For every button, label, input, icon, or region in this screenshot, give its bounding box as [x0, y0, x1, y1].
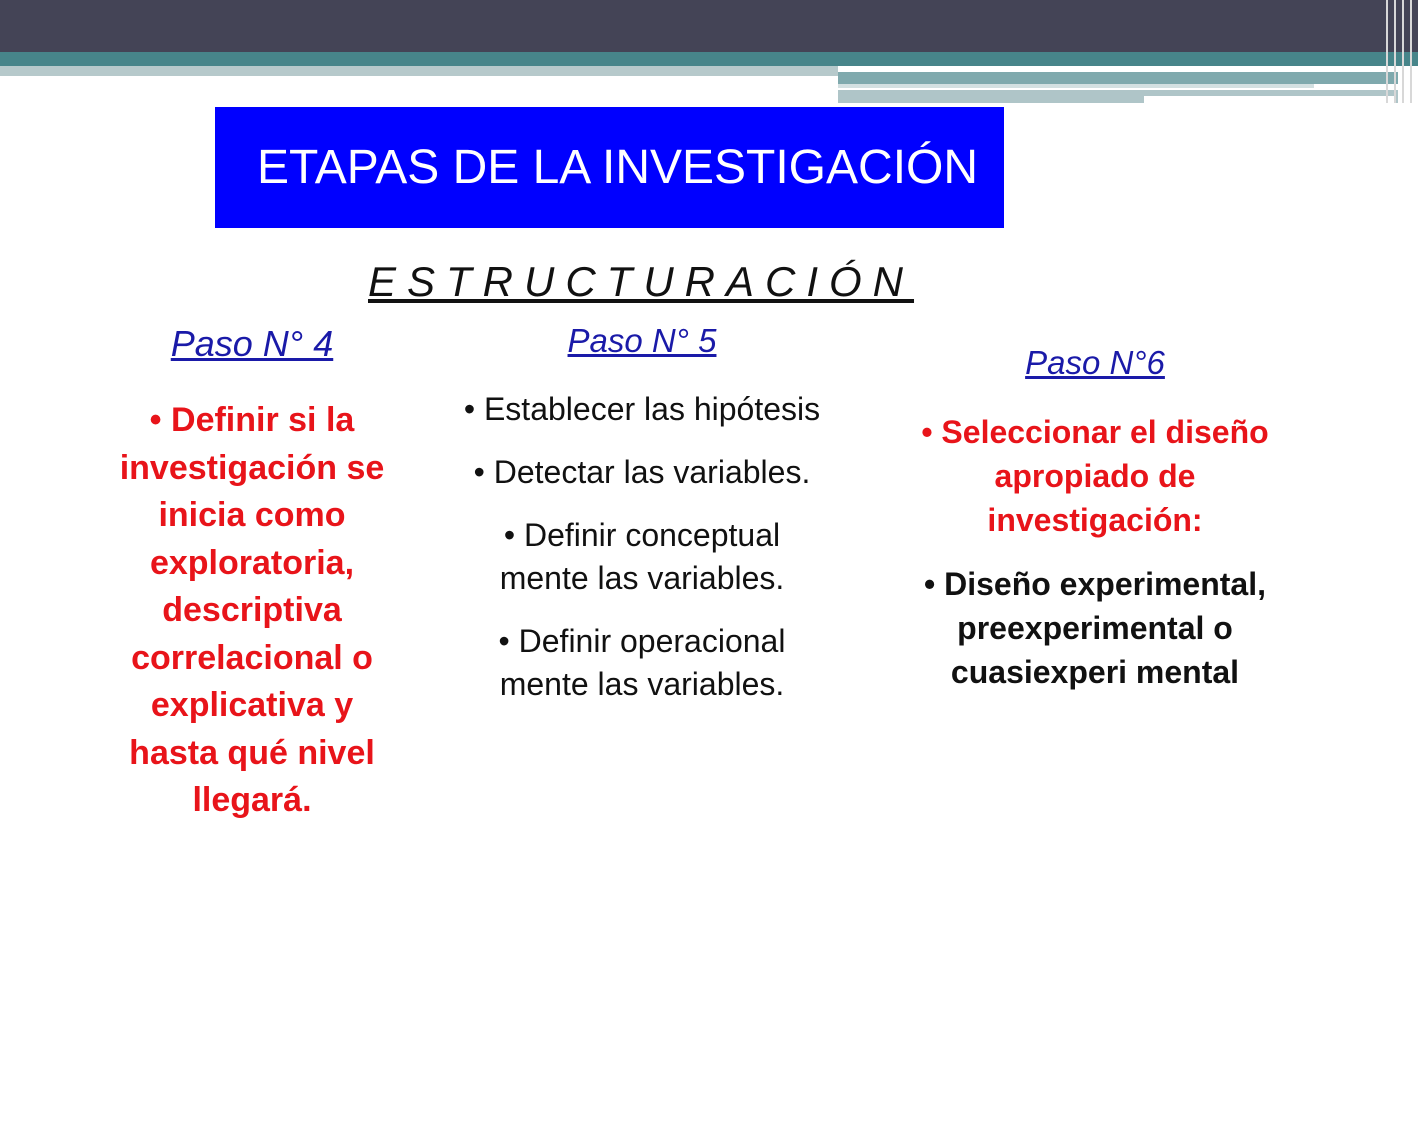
- step-6-label: Paso N°6: [1025, 344, 1165, 381]
- step-5-item-hypothesis: • Establecer las hipótesis: [463, 391, 821, 427]
- step-4-column: [102, 323, 402, 825]
- step-6-item-select: • Seleccionar el diseño apropiado de investigación:: [921, 414, 1269, 538]
- page-title: ETAPAS DE LA INVESTIGACIÓN: [256, 140, 979, 194]
- header-vertical-lines: [1380, 0, 1418, 103]
- header-band-pale: [0, 66, 838, 76]
- step-4-label: Paso N° 4: [170, 323, 334, 364]
- header-band-thin: [838, 84, 1314, 88]
- step-5-item-detect: • Detectar las variables.: [473, 454, 811, 490]
- title-box: [215, 107, 1004, 228]
- header-band-accent: [838, 72, 1398, 84]
- step-6-item-design: • Diseño experimental, preexperimental o cuasiexperi mental: [924, 566, 1266, 690]
- step-5-column: [462, 322, 822, 726]
- header-band-teal: [0, 52, 1418, 66]
- section-subtitle: ESTRUCTURACIÓN: [368, 258, 915, 305]
- header-band-gap: [1144, 96, 1394, 103]
- step-5-item-operational: • Definir operacional mente las variables.: [498, 623, 786, 702]
- step-5-label: Paso N° 5: [567, 322, 717, 359]
- step-6-column: [890, 344, 1300, 714]
- step-5-item-conceptual: • Definir conceptual mente las variables.: [499, 517, 785, 596]
- header-band-dark: [0, 0, 1418, 52]
- step-4-item: • Definir si la investigación se inicia como exploratoria, descriptiva correlacional o explicativa y hasta qué nivel llegará.: [119, 401, 385, 819]
